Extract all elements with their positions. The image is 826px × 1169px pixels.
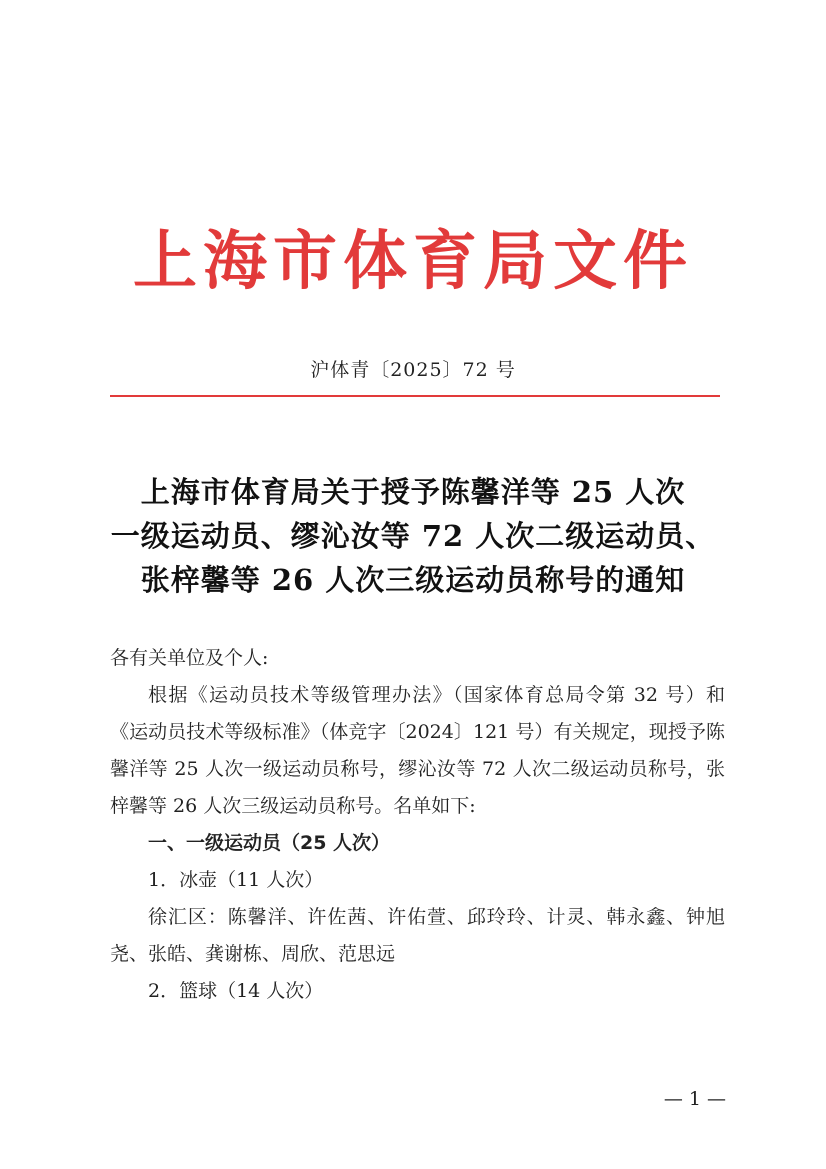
notice-title: [60, 470, 766, 602]
section-heading-first-class: 一、一级运动员（25 人次）: [148, 832, 391, 854]
notice-title-line-2: 一级运动员、缪沁汝等 72 人次二级运动员、: [110, 519, 716, 553]
body-paragraph: 根据《运动员技术等级管理办法》（国家体育总局令第 32 号）和《运动员技术等级标准》（体竞字〔2024〕121 号）有关规定，现授予陈馨洋等 25 人次一级运动员称号，缪沁汝等 72 人次二级运动员称号，张梓馨等 26 人次三级运动员称号。名单如下:: [110, 684, 725, 817]
document-number: 沪体青〔2025〕72 号: [310, 359, 516, 381]
page-number: [0, 1088, 826, 1110]
salutation: 各有关单位及个人:: [110, 647, 269, 669]
notice-title-line-3: 张梓馨等 26 人次三级运动员称号的通知: [140, 563, 686, 597]
notice-title-line-1: 上海市体育局关于授予陈馨洋等 25 人次: [140, 475, 686, 509]
notice-body: [110, 640, 725, 1010]
sub-heading-curling: 1．冰壶（11 人次）: [148, 869, 324, 891]
page-number-text: — 1 —: [663, 1088, 726, 1110]
red-divider-line: [110, 395, 720, 397]
athlete-name-list: 徐汇区：陈馨洋、许佐茜、许佑萱、邱玲玲、计灵、韩永鑫、钟旭尧、张皓、龚谢栋、周欣、范思远: [110, 906, 725, 965]
agency-header-title: 上海市体育局文件: [133, 224, 693, 299]
sub-heading-basketball: 2．篮球（14 人次）: [148, 980, 324, 1002]
